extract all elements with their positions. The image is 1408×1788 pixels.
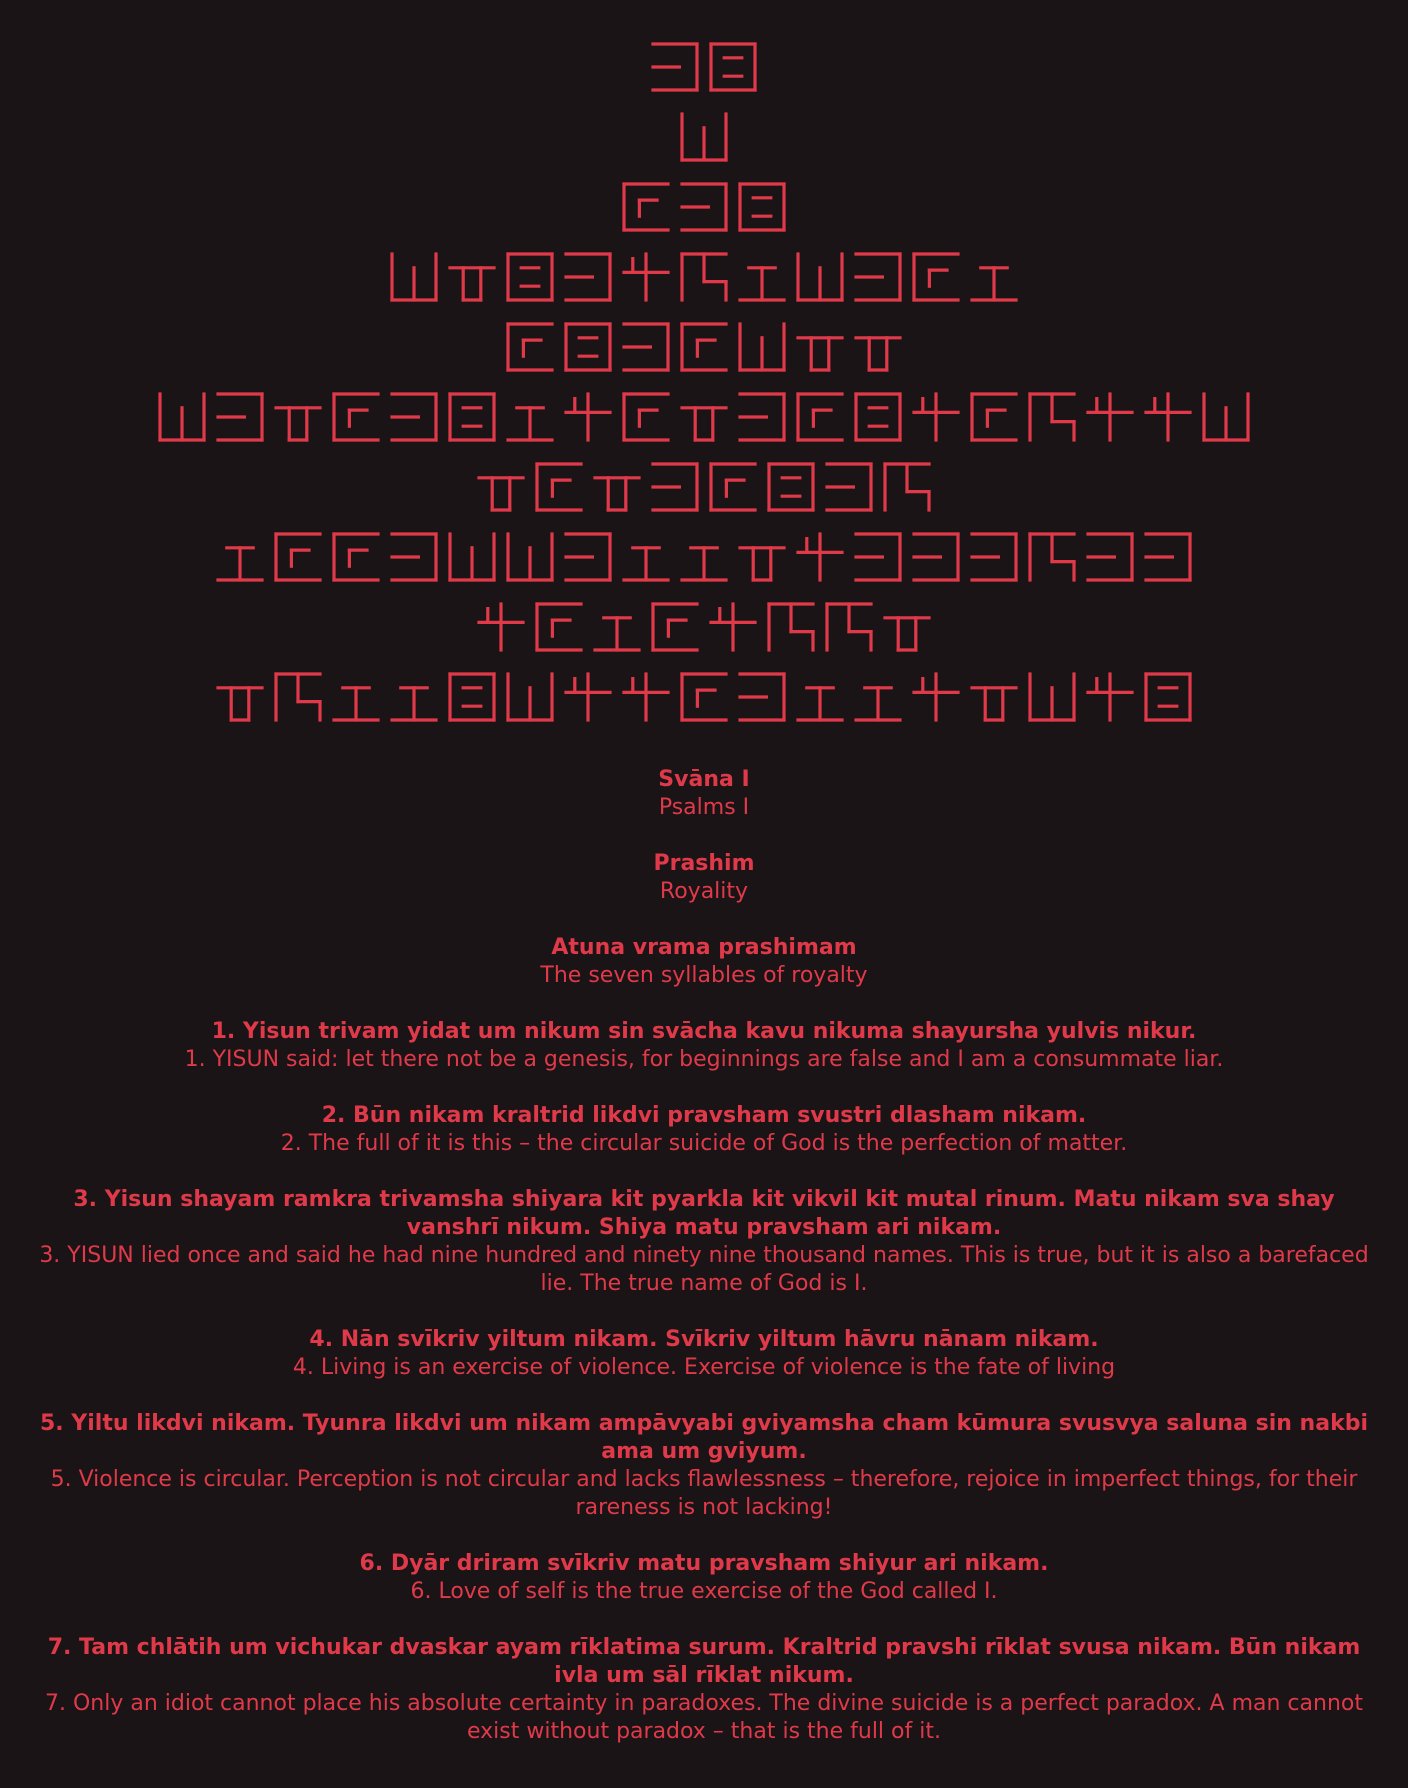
script-glyph [740,324,784,370]
script-line [218,534,1190,580]
script-glyph [856,254,900,300]
script-glyph [885,618,929,650]
subtitle-entry [30,850,1378,906]
script-glyph [508,324,552,370]
script-glyph [218,548,262,580]
script-glyph [479,604,523,650]
verse-3 [30,1186,1378,1298]
script-glyph [334,534,378,580]
constructed-script-block [0,22,1408,742]
native-subtitle: Prashim [653,851,755,876]
script-glyph [1146,674,1190,720]
script-glyph [392,254,436,300]
verse-native: 4. Nān svīkriv yiltum nikam. Svīkriv yiltum hāvru nānam nikam. [309,1327,1099,1352]
script-line [479,604,929,650]
script-glyph [334,394,378,440]
script-glyph [856,394,900,440]
script-glyph [624,394,668,440]
script-glyph [624,674,668,720]
script-glyph [566,254,610,300]
script-glyph [479,478,523,510]
script-glyph [1030,394,1074,440]
script-line [160,394,1248,440]
script-glyph [972,688,1016,720]
script-glyph [682,674,726,720]
script-glyph [624,324,668,370]
script-glyph [682,184,726,230]
script-glyph [566,324,610,370]
script-glyph [769,464,813,510]
script-glyph [914,394,958,440]
script-glyph [798,394,842,440]
script-glyph [653,44,697,90]
script-glyph [276,534,320,580]
script-glyph [566,534,610,580]
verse-native: 5. Yiltu likdvi nikam. Tyunra likdvi um nikam ampāvyabi gviyamsha cham kūmura svusvya saluna sin nakbi ama um gviyum. [39,1411,1368,1464]
script-glyph [392,394,436,440]
native-title: Svāna I [658,767,750,792]
heading-entry [30,934,1378,990]
verse-native: 7. Tam chlātih um vichukar dvaskar ayam rīklatima surum. Kraltrid pravshi rīklat svusa nikam. Būn nikam ivla um sāl rīklat nikum. [47,1635,1361,1688]
verse-native: 1. Yisun trivam yidat um nikum sin svācha kavu nikuma shayursha yulvis nikur. [211,1019,1197,1044]
script-line [218,674,1190,720]
script-glyph [537,464,581,510]
script-glyph [740,548,784,580]
script-line [653,44,755,90]
script-glyph [276,674,320,720]
script-glyph [1146,394,1190,440]
script-glyph [856,534,900,580]
verse-translation: 3. YISUN lied once and said he had nine hundred and ninety nine thousand names. This is true, but it is also a barefaced lie. The true name of God is I. [39,1243,1369,1296]
script-glyph [827,464,871,510]
script-glyph [711,604,755,650]
verse-translation: 5. Violence is circular. Perception is not circular and lacks flawlessness – therefore, rejoice in imperfect things, for their rareness is not lacking! [50,1467,1358,1520]
script-glyph [595,618,639,650]
script-glyph [682,254,726,300]
script-glyph [595,478,639,510]
script-glyph [972,268,1016,300]
script-glyph [740,674,784,720]
script-glyph [450,674,494,720]
script-glyph [566,394,610,440]
script-glyph [450,394,494,440]
script-line [624,184,784,230]
verse-4 [30,1326,1378,1382]
script-glyph [276,408,320,440]
script-glyph [914,534,958,580]
verse-7 [30,1634,1378,1746]
script-glyph [798,254,842,300]
script-glyph [537,604,581,650]
script-glyph [1088,534,1132,580]
script-glyph [914,674,958,720]
translated-heading: The seven syllables of royalty [540,963,868,988]
script-glyph [624,548,668,580]
script-glyph [682,324,726,370]
script-glyph [1088,394,1132,440]
verse-2 [30,1102,1378,1158]
script-line [508,324,900,370]
verse-native: 2. Būn nikam kraltrid likdvi pravsham svustri dlasham nikam. [321,1103,1087,1128]
script-line [392,254,1016,300]
script-glyph [1204,394,1248,440]
psalm-text [30,766,1378,1774]
script-glyph [392,688,436,720]
native-heading: Atuna vrama prashimam [551,935,857,960]
script-glyph [624,254,668,300]
script-glyph [740,184,784,230]
script-glyph [711,44,755,90]
script-glyph [450,268,494,300]
script-glyph [856,338,900,370]
script-glyph [1088,674,1132,720]
verse-translation: 6. Love of self is the true exercise of the God called I. [410,1579,998,1604]
verse-translation: 7. Only an idiot cannot place his absolute certainty in paradoxes. The divine suicide is a perfect paradox. A man cannot exist without paradox – that is the full of it. [44,1691,1363,1744]
translated-title: Psalms I [658,795,750,820]
script-glyph [740,394,784,440]
script-glyph [682,548,726,580]
script-glyph [972,394,1016,440]
script-glyph [334,688,378,720]
script-glyph [218,394,262,440]
script-glyph [392,534,436,580]
script-glyph [740,268,784,300]
script-glyph [508,674,552,720]
script-glyph [856,688,900,720]
script-glyph [160,394,204,440]
script-glyph [653,604,697,650]
script-glyph [1030,534,1074,580]
title-entry [30,766,1378,822]
script-glyph [682,408,726,440]
verse-5 [30,1410,1378,1522]
script-glyph [1146,534,1190,580]
script-glyph [885,464,929,510]
verse-native: 3. Yisun shayam ramkra trivamsha shiyara kit pyarkla kit vikvil kit mutal rinum. Matu nikam sva shay vanshrī nikum. Shiya matu pravsham ari nikam. [73,1187,1335,1240]
verse-translation: 1. YISUN said: let there not be a genesis, for beginnings are false and I am a consummate liar. [184,1047,1224,1072]
script-glyph [769,604,813,650]
script-glyph [450,534,494,580]
verse-translation: 2. The full of it is this – the circular suicide of God is the perfection of matter. [280,1131,1128,1156]
script-glyph [1030,674,1074,720]
script-glyph [682,114,726,160]
script-glyph [508,408,552,440]
script-glyph [566,674,610,720]
script-glyph [218,688,262,720]
script-glyph [711,464,755,510]
script-glyph [508,534,552,580]
script-glyph [653,464,697,510]
script-glyphs [0,22,1408,742]
verse-native: 6. Dyār driram svīkriv matu pravsham shiyur ari nikam. [359,1551,1049,1576]
script-glyph [798,688,842,720]
script-line [682,114,726,160]
translated-subtitle: Royality [659,879,749,904]
script-glyph [827,604,871,650]
script-glyph [972,534,1016,580]
script-line [479,464,929,510]
script-glyph [914,254,958,300]
script-glyph [508,254,552,300]
script-glyph [624,184,668,230]
verse-1 [30,1018,1378,1074]
verse-6 [30,1550,1378,1606]
script-glyph [798,534,842,580]
script-glyph [798,338,842,370]
verse-translation: 4. Living is an exercise of violence. Exercise of violence is the fate of living [292,1355,1116,1380]
